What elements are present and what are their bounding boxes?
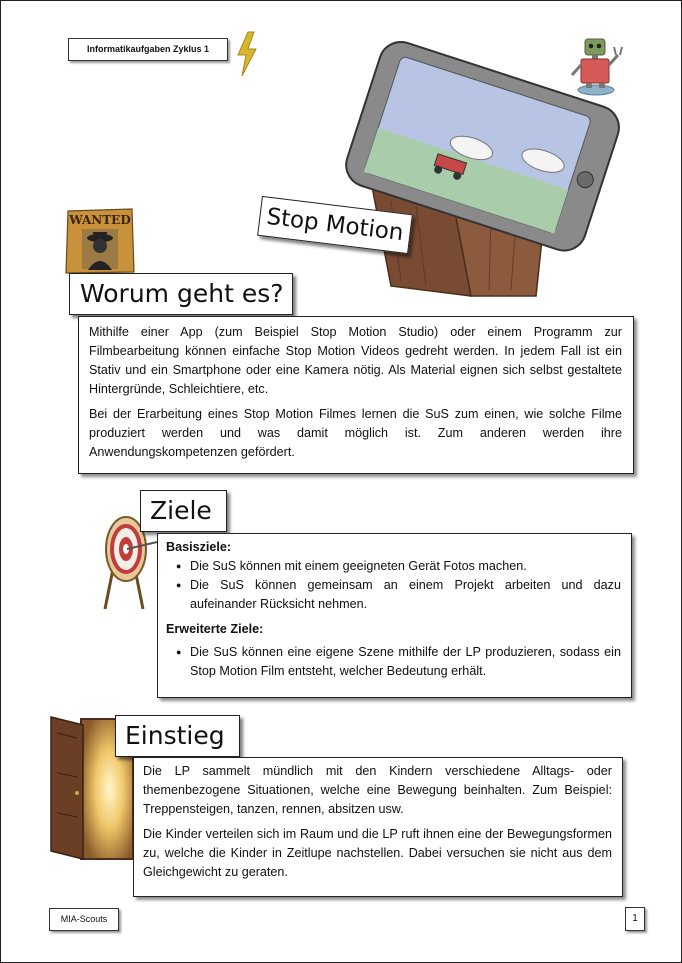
intro-paragraph-1: Mithilfe einer App (zum Beispiel Stop Motion Studio) oder einem Programm zur Filmbearbeitung können einfache Stop Motion Videos gedreht werden. In jedem Fall ist ein Stativ und ein Smartphone oder eine Kamera nötig. Als Material eignen sich selbst gestaltete Hintergründe, Schleichtiere, etc.: [89, 325, 622, 396]
list-item: ● Die SuS können mit einem geeigneten Gerät Fotos machen.: [176, 557, 621, 576]
section-heading-intro-activity: Einstieg: [115, 715, 240, 757]
intro-activity-paragraph-2: Die Kinder verteilen sich im Raum und die LP ruft ihnen eine der Bewegungsformen zu, welche die Kinder in Zeitlupe nachstellen. Dabei versuchen sie nicht aus dem Gleichgewicht zu geraten.: [143, 827, 612, 879]
wanted-poster-icon: [64, 208, 136, 274]
goals-box: [157, 533, 632, 698]
tablet-illustration: [331, 41, 621, 301]
intro-text-box: [78, 316, 634, 474]
list-item: ● Die SuS können gemeinsam an einem Projekt arbeiten und dazu aufeinander Rücksicht nehmen.: [176, 576, 621, 614]
extended-goals-list: [166, 643, 621, 681]
subject-label: Informatikaufgaben Zyklus 1: [68, 38, 228, 61]
page-number: 1: [625, 907, 645, 931]
list-item: ● Die SuS können eine eigene Szene mithilfe der LP produzieren, sodass ein Stop Motion Film entsteht, welcher Bedeutung erhält.: [176, 643, 621, 681]
intro-activity-box: [133, 757, 623, 897]
basic-goals-list: [166, 557, 621, 614]
intro-activity-paragraph-1: Die LP sammelt mündlich mit den Kindern verschiedene Alltags- oder themenbezogene Situationen, welche eine Bewegung beinhalten. Zum Beispiel: Treppensteigen, tanzen, rennen, absitzen usw.: [143, 764, 612, 816]
section-heading-intro: Worum geht es?: [69, 273, 293, 315]
footer-brand: MIA-Scouts: [49, 908, 119, 931]
svg-text:WANTED: WANTED: [69, 213, 131, 227]
basic-goals-label: Basisziele:: [166, 540, 232, 554]
lightning-icon: [234, 31, 260, 77]
page-title: Stop Motion: [257, 196, 413, 254]
extended-goals-label: Erweiterte Ziele:: [166, 622, 264, 636]
section-heading-goals: Ziele: [140, 490, 227, 532]
intro-paragraph-2: Bei der Erarbeitung eines Stop Motion Filmes lernen die SuS zum einen, wie solche Filme produziert werden und was damit möglich ist. Zum anderen werden ihre Anwendungskompetenzen gefördert.: [89, 407, 622, 459]
